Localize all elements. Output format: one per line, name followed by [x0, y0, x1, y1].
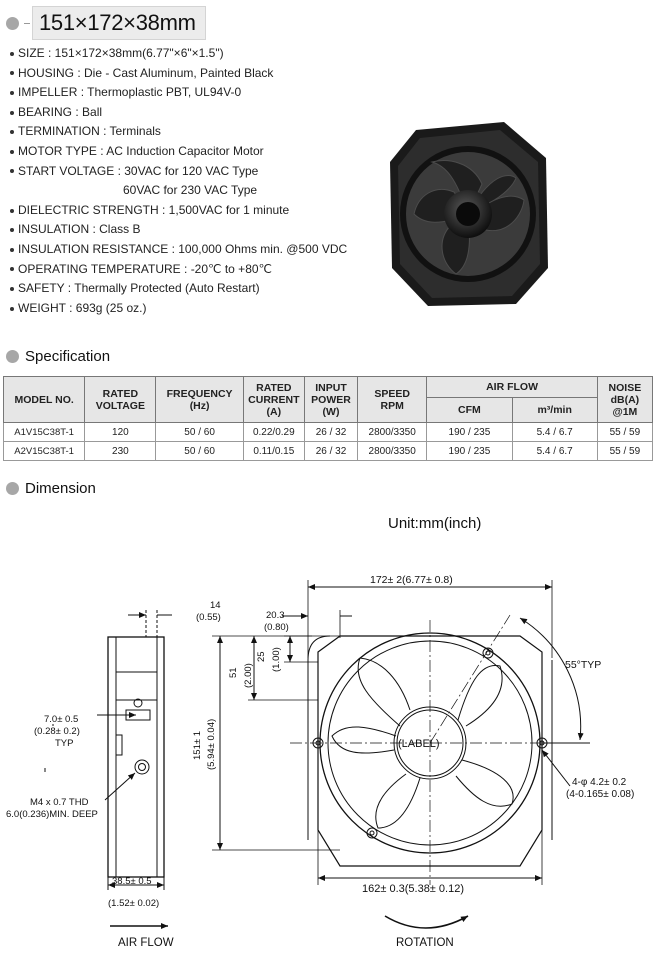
spec-item: OPERATING TEMPERATURE : -20℃ to +80℃ [10, 260, 347, 280]
table-row [4, 423, 653, 442]
bullet-dot-icon [6, 17, 19, 30]
bullet-dot-icon [6, 350, 19, 363]
table-cell: 190 / 235 [427, 423, 512, 442]
table-cell: 2800/3350 [358, 423, 427, 442]
spec-item: DIELECTRIC STRENGTH : 1,500VAC for 1 minute [10, 201, 347, 221]
spec-item: TERMINATION : Terminals [10, 122, 347, 142]
spec-item: BEARING : Ball [10, 103, 347, 123]
bullet-icon [10, 209, 14, 213]
hole-spec: 4-φ 4.2± 0.2 [572, 777, 627, 788]
col-header-noise: NOISE dB(A) @1M [597, 377, 652, 423]
dim-20-3-inch: (0.80) [264, 622, 289, 633]
front-view [290, 615, 590, 885]
col-header-rated-current: RATED CURRENT (A) [243, 377, 304, 423]
dim-51-inch: (2.00) [243, 663, 254, 688]
table-cell: 55 / 59 [597, 442, 652, 461]
bullet-icon [10, 130, 14, 134]
spec-item: MOTOR TYPE : AC Induction Capacitor Motor [10, 142, 347, 162]
side-view [45, 610, 172, 890]
spec-item: IMPELLER : Thermoplastic PBT, UL94V-0 [10, 83, 347, 103]
dim-25: 25 [256, 651, 267, 662]
dim-51: 51 [228, 667, 239, 678]
table-cell: 26 / 32 [304, 442, 357, 461]
col-header-air-flow: AIR FLOW [427, 377, 598, 398]
col-header-cfm: CFM [427, 398, 512, 423]
bullet-icon [10, 248, 14, 252]
product-title: 151×172×38mm [32, 6, 206, 40]
dim-7-typ: TYP [55, 738, 74, 749]
bullet-icon [10, 287, 14, 291]
dim-7-inch: (0.28± 0.2) [34, 726, 80, 737]
col-header-frequency: FREQUENCY (Hz) [156, 377, 243, 423]
rotation-label: ROTATION [396, 937, 454, 949]
product-title-row [6, 6, 206, 40]
table-cell: 0.22/0.29 [243, 423, 304, 442]
col-header-input-power: INPUT POWER (W) [304, 377, 357, 423]
bullet-icon [10, 228, 14, 232]
bullet-icon [10, 267, 14, 271]
specification-table [3, 376, 653, 461]
dim-151: 151± 1 [192, 731, 203, 760]
dim-38-5-inch: (1.52± 0.02) [108, 898, 160, 909]
spec-item: WEIGHT : 693g (25 oz.) [10, 299, 347, 319]
col-header-speed: SPEED RPM [358, 377, 427, 423]
table-cell: 50 / 60 [156, 442, 243, 461]
bullet-icon [10, 52, 14, 56]
col-header-m3min: m³/min [512, 398, 597, 423]
unit-label: Unit:mm(inch) [388, 515, 482, 532]
bullet-dot-icon [6, 482, 19, 495]
spec-item: INSULATION : Class B [10, 220, 347, 240]
dim-14: 14 [210, 600, 221, 611]
table-cell: A2V15C38T-1 [4, 442, 85, 461]
table-row [4, 442, 653, 461]
hole-spec-inch: (4-0.165± 0.08) [566, 789, 635, 800]
bullet-icon [10, 307, 14, 311]
dimension-drawing [0, 540, 665, 961]
bullet-icon [10, 169, 14, 173]
thread-spec: M4 x 0.7 THD [30, 797, 89, 808]
spec-item: HOUSING : Die - Cast Aluminum, Painted Black [10, 64, 347, 84]
dim-25-inch: (1.00) [271, 647, 282, 672]
spec-item: START VOLTAGE : 30VAC for 120 VAC Type [10, 162, 347, 182]
spec-item-continuation: 60VAC for 230 VAC Type [123, 183, 258, 198]
dim-7: 7.0± 0.5 [44, 714, 79, 725]
col-header-model: MODEL NO. [4, 377, 85, 423]
dim-55-typ: 55°TYP [565, 659, 602, 671]
spec-item: SAFETY : Thermally Protected (Auto Restart) [10, 279, 347, 299]
dim-14-inch: (0.55) [196, 612, 221, 623]
bullet-icon [10, 71, 14, 75]
thread-depth: 6.0(0.236)MIN. DEEP [6, 809, 98, 820]
dim-38-5: 38.5± 0.5 [112, 876, 152, 887]
table-cell: 55 / 59 [597, 423, 652, 442]
table-cell: 230 [85, 442, 156, 461]
table-cell: 190 / 235 [427, 442, 512, 461]
dim-172: 172± 2(6.77± 0.8) [370, 574, 453, 586]
label-text: (LABEL) [398, 738, 440, 750]
bullet-icon [10, 111, 14, 115]
table-cell: 2800/3350 [358, 442, 427, 461]
fan-product-photo [386, 118, 552, 308]
table-cell: 5.4 / 6.7 [512, 442, 597, 461]
dim-20-3: 20.3 [266, 610, 285, 621]
title-divider [24, 23, 30, 24]
dimension-header: Dimension [6, 480, 96, 497]
bullet-icon [10, 91, 14, 95]
col-header-rated-voltage: RATED VOLTAGE [85, 377, 156, 423]
air-flow-label: AIR FLOW [118, 937, 174, 949]
table-cell: 50 / 60 [156, 423, 243, 442]
spec-item: SIZE : 151×172×38mm(6.77"×6"×1.5") [10, 44, 347, 64]
dim-162: 162± 0.3(5.38± 0.12) [362, 883, 464, 895]
bullet-icon [10, 150, 14, 154]
table-cell: 5.4 / 6.7 [512, 423, 597, 442]
dim-151-inch: (5.94± 0.04) [206, 718, 217, 770]
table-cell: 0.11/0.15 [243, 442, 304, 461]
spec-item: INSULATION RESISTANCE : 100,000 Ohms min. @500 VDC [10, 240, 347, 260]
table-cell: A1V15C38T-1 [4, 423, 85, 442]
table-cell: 26 / 32 [304, 423, 357, 442]
table-cell: 120 [85, 423, 156, 442]
spec-list [10, 44, 347, 318]
specification-header: Specification [6, 348, 110, 365]
